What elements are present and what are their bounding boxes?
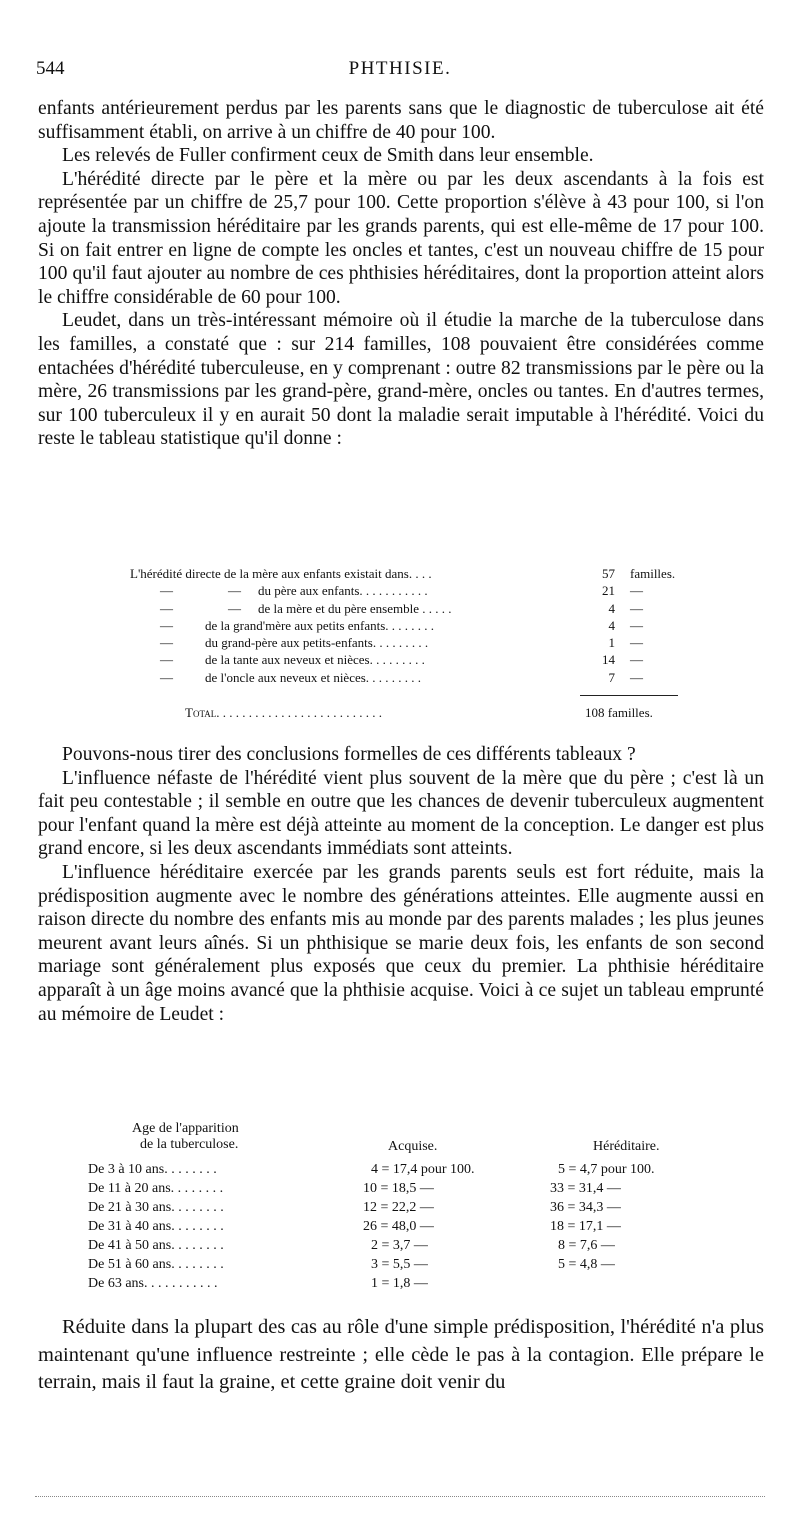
header-hereditary: Héréditaire. — [593, 1139, 660, 1154]
paragraph: L'hérédité directe par le père et la mère ou par les deux ascendants à la fois est représentée par un chiffre de 25,7 pour 100. Cette proportion s'élève à 43 pour 100, si l'on ajoute la transmission héréditaire par les grands parents, qui est elle-même de 17 pour 100. Si on fait entrer en ligne de compte les oncles et tantes, c'est un nouveau chiffre de 15 pour 100 qu'il faut ajouter au nombre de ces phthisies héréditaires, dont la proportion atteint alors le chiffre considérable de 60 pour 100. — [38, 168, 764, 308]
row-label: de la grand'mère aux petits enfants. . . . . . . . — [205, 617, 435, 633]
age-range: De 41 à 50 ans. . . . . . . . — [88, 1238, 224, 1253]
family-heredity-table — [130, 565, 678, 720]
table-row — [88, 1237, 708, 1255]
row-unit: — — [630, 600, 643, 616]
age-range: De 3 à 10 ans. . . . . . . . — [88, 1162, 217, 1177]
paragraph: Pouvons-nous tirer des conclusions formelles de ces différents tableaux ? — [62, 744, 636, 765]
total-value: 108 familles. — [585, 705, 653, 720]
ditto-dash: — — [160, 652, 173, 668]
row-label: du grand-père aux petits-enfants. . . . . . . . . — [205, 635, 429, 651]
text-block-top — [38, 97, 764, 451]
row-label: de l'oncle aux neveux et nièces. . . . . . . . . — [205, 669, 422, 685]
ditto-dash: — — [160, 600, 173, 616]
age-range: De 63 ans. . . . . . . . . . . — [88, 1276, 218, 1291]
table-row — [88, 1256, 708, 1274]
header-age-line1: Age de l'apparition — [132, 1121, 239, 1136]
header-acquired: Acquise. — [388, 1139, 438, 1154]
row-label: L'hérédité directe de la mère aux enfants existait dans. . . . — [130, 566, 432, 581]
acquired-value: 4 = 17,4 pour 100. — [371, 1162, 475, 1177]
row-count: 21 — [602, 583, 615, 599]
ditto-dash: — — [160, 617, 173, 633]
table-row — [130, 565, 678, 582]
table-row — [130, 634, 678, 651]
age-range: De 21 à 30 ans. . . . . . . . — [88, 1200, 224, 1215]
ditto-dash: — — [160, 635, 173, 651]
row-unit: — — [630, 617, 643, 633]
acquired-value: 2 = 3,7 — — [371, 1238, 428, 1253]
paragraph: L'influence héréditaire exercée par les grands parents seuls est fort réduite, mais la prédisposition augmente avec le nombre des générations atteintes. Elle augmente aussi en raison directe du nombre des enfants mis au monde par des parents malades ; les plus jeunes meurent avant leurs aînés. Si un phthisique se marie deux fois, les enfants de son second mariage sont généralement plus exposés que ceux du premier. La phthisie héréditaire apparaît à un âge moins avancé que la phthisie acquise. Voici à ce sujet un tableau emprunté au mémoire de Leudet : — [38, 861, 764, 1025]
row-count: 57 — [602, 566, 615, 581]
row-label: du père aux enfants. . . . . . . . . . . — [258, 583, 428, 599]
hereditary-value: 33 = 31,4 — — [550, 1181, 621, 1196]
ditto-dash: — — [160, 669, 173, 685]
bottom-dotted-rule — [35, 1496, 765, 1497]
row-count: 1 — [608, 635, 615, 651]
total-label: Total. . . . . . . . . . . . . . . . . . . . . . . . . . — [185, 705, 382, 720]
row-unit: — — [630, 652, 643, 668]
age-range: De 11 à 20 ans. . . . . . . . — [88, 1181, 224, 1196]
table-row — [130, 600, 678, 617]
total-rule — [580, 695, 678, 696]
row-unit: familles. — [630, 566, 676, 581]
text-block-middle — [38, 743, 764, 1026]
table-row — [88, 1199, 708, 1217]
text-block-bottom — [38, 1314, 764, 1397]
header-age-line2: de la tuberculose. — [140, 1137, 239, 1152]
ditto-dash: — — [228, 600, 241, 616]
row-unit: — — [630, 583, 643, 599]
paragraph: Leudet, dans un très-intéressant mémoire où il étudie la marche de la tuberculose dans les familles, a constaté que : sur 214 familles, 108 pouvaient être considérées comme entachées d'hérédité tuberculeuse, en y comprenant : outre 82 transmissions par le père ou la mère, 26 transmissions par les grand-père, grand-mère, oncles ou tantes. En d'autres termes, sur 100 tuberculeux il y en aurait 50 dont la maladie serait imputable à l'hérédité. Voici du reste le tableau statistique qu'il donne : — [38, 310, 764, 450]
acquired-value: 3 = 5,5 — — [371, 1257, 428, 1272]
row-count: 7 — [608, 669, 615, 685]
table-row — [130, 669, 678, 686]
page-number: 544 — [36, 58, 65, 79]
hereditary-value: 5 = 4,7 pour 100. — [558, 1162, 655, 1177]
acquired-value: 26 = 48,0 — — [363, 1219, 434, 1234]
paragraph: Les relevés de Fuller confirment ceux de Smith dans leur ensemble. — [62, 145, 594, 167]
hereditary-value: 8 = 7,6 — — [558, 1238, 615, 1253]
row-count: 4 — [608, 600, 615, 616]
page-header — [36, 58, 764, 86]
table-row — [88, 1161, 708, 1179]
table-row — [130, 617, 678, 634]
running-title: PHTHISIE. — [348, 58, 452, 79]
table-row — [130, 582, 678, 599]
table-row — [88, 1275, 708, 1293]
hereditary-value: 36 = 34,3 — — [550, 1200, 621, 1215]
age-range: De 31 à 40 ans. . . . . . . . — [88, 1219, 224, 1234]
hereditary-value: 18 = 17,1 — — [550, 1219, 621, 1234]
row-unit: — — [630, 635, 643, 651]
paragraph: enfants antérieurement perdus par les parents sans que le diagnostic de tuberculose ait été suffisamment établi, on arrive à un chiffre de 40 pour 100. — [38, 98, 764, 143]
ditto-dash: — — [160, 583, 173, 599]
acquired-value: 10 = 18,5 — — [363, 1181, 434, 1196]
paragraph: Réduite dans la plupart des cas au rôle d'une simple prédisposition, l'hérédité n'a plus maintenant qu'une influence restreinte ; elle cède le pas à la contagion. Elle prépare le terrain, mais il faut la graine, et cette graine doit venir du — [38, 1316, 764, 1393]
age-range: De 51 à 60 ans. . . . . . . . — [88, 1257, 224, 1272]
table-row — [88, 1180, 708, 1198]
row-count: 4 — [608, 617, 615, 633]
acquired-value: 1 = 1,8 — — [371, 1276, 428, 1291]
ditto-dash: — — [228, 583, 241, 599]
row-unit: — — [630, 669, 643, 685]
table-row — [88, 1218, 708, 1236]
acquired-value: 12 = 22,2 — — [363, 1200, 434, 1215]
paragraph: L'influence néfaste de l'hérédité vient plus souvent de la mère que du père ; c'est là un fait peu contestable ; il semble en outre que les chances de devenir tuberculeux augmentent pour l'enfant quand la mère est déjà atteinte au moment de la conception. Le danger est plus grand encore, si les deux ascendants immédiats sont atteints. — [38, 767, 764, 860]
row-label: de la tante aux neveux et nièces. . . . . . . . . — [205, 652, 425, 668]
table-row — [130, 651, 678, 668]
row-count: 14 — [602, 652, 615, 668]
table-total-row — [185, 705, 680, 723]
row-label: de la mère et du père ensemble . . . . . — [258, 600, 452, 616]
hereditary-value: 5 = 4,8 — — [558, 1257, 615, 1272]
